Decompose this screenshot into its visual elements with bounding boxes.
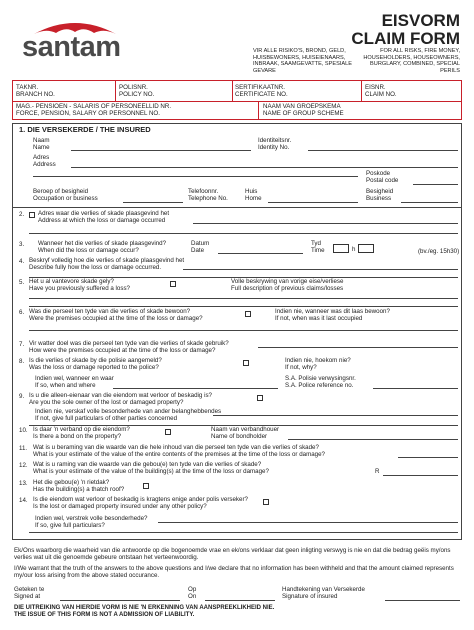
q8-sap-field[interactable] xyxy=(373,388,458,389)
personnel-no-label: MAG.- PENSIOEN - SALARIS OF PERSONEELLID NR. FORCE, PENSION, SALARY OR PERSONNEL NO. xyxy=(16,103,172,118)
q14-b-label: Indien wel, verstrek volle besonderhede? If so, give full particulars? xyxy=(35,515,148,530)
q12-currency: R xyxy=(375,468,380,475)
q8-when-field[interactable] xyxy=(113,388,278,389)
q3-number: 3. xyxy=(19,241,25,248)
declaration-en: I/We warrant that the truth of the answers to the above questions and I/we declare that no information has been withheld and that the amount claimed represents my/our loss arising from the above stated occurance. xyxy=(14,565,454,580)
claim-no-label: EISNR. CLAIM NO. xyxy=(365,84,397,99)
signed-at-field[interactable] xyxy=(60,600,180,601)
id-field[interactable] xyxy=(308,150,458,151)
logo-text: santam xyxy=(22,31,121,63)
q9-b-label: Indien nie, verskaf volle besonderhede van ander belanghebbendes If not, give full particulars of other parties concerned xyxy=(35,408,222,423)
branch-no-label: TAKNR. BRANCH NO. xyxy=(16,84,55,99)
q14-field-2[interactable] xyxy=(29,532,458,533)
signature-label: Handtekening van Versekerde Signature of insured xyxy=(282,586,365,601)
address-field[interactable] xyxy=(71,167,458,168)
q8-sap-label: S.A. Polisie verwysingsnr. S.A. Police reference no. xyxy=(285,375,356,390)
q14-checkbox[interactable] xyxy=(263,499,269,505)
id-label: Identiteitsnr. Identity No. xyxy=(258,137,292,152)
q3-time-label: Tyd Time xyxy=(311,240,325,255)
home-label: Huis Home xyxy=(245,188,262,203)
q3-label: Wanneer het die verlies of skade plaasgevind? When did the loss or damage occur? xyxy=(38,240,167,255)
signature-field[interactable] xyxy=(385,600,460,601)
q10-checkbox[interactable] xyxy=(165,429,171,435)
q13-checkbox[interactable] xyxy=(143,483,149,489)
q14-label: Is die eiendom wat verloor of beskadig is kragtens enige ander polis verseker? Is the lost or damaged property insured under any other policy? xyxy=(33,496,248,511)
q11-field[interactable] xyxy=(398,457,458,458)
top-table xyxy=(12,80,462,120)
occupation-label: Beroep of besigheid Occupation or business xyxy=(33,188,98,203)
q3-time-minutes[interactable] xyxy=(358,244,374,253)
q9-number: 9. xyxy=(19,393,25,400)
q6-right-label: Indien nie, wanneer was dit laas bewoon? If not, when was it last occupied xyxy=(275,308,390,323)
q5-label: Het u al vantevore skade gely? Have you previously suffered a loss? xyxy=(29,278,131,293)
q11-label: Wat is u beraming van die waarde van die hele inhoud van die perseel ten tyde van die verlies of skade? What is your estimate of the value of the entire contents of the premises at the time of the loss or damage? xyxy=(33,444,325,459)
address-label: Adres Address xyxy=(33,154,56,169)
q8-when-label: Indien wel, wanneer en waar If so, when and where xyxy=(35,375,114,390)
q10-field[interactable] xyxy=(288,439,458,440)
q2-field[interactable] xyxy=(193,223,458,224)
policy-no-label: POLISNR. POLICY NO. xyxy=(119,84,155,99)
santam-logo xyxy=(20,14,130,64)
q11-number: 11. xyxy=(19,445,28,452)
policy-no-field[interactable] xyxy=(170,88,230,99)
title-af: EISVORM xyxy=(381,11,460,30)
vir-text: VIR ALLE RISIKO'S, BROND, GELD, HUISBEWONERS, HUISEIENAARS, INBRAAK, SAAMGEVATTE, SPESIALE GEVARE xyxy=(253,48,352,74)
certificate-no-label: SERTIFIKAATNR. CERTIFICATE NO. xyxy=(235,84,288,99)
q7-field[interactable] xyxy=(258,347,458,348)
telephone-label: Telefoonnr. Telephone No. xyxy=(188,188,228,203)
business-label: Besigheid Business xyxy=(366,188,394,203)
q3-date-label: Datum Date xyxy=(191,240,210,255)
q6-label: Was die perseel ten tyde van die verlies of skade bewoon? Were the premises occupied at the time of the loss or damage? xyxy=(29,308,203,323)
questions-section xyxy=(12,208,462,540)
q9-label: Is u die alleen-eienaar van die eiendom wat verloor of beskadig is? Are you the sole owner of the lost or damaged property? xyxy=(29,392,212,407)
q3-time-hours[interactable] xyxy=(333,244,349,253)
declaration-af: Ek/Ons waarborg die waarheid van die antwoorde op die bogenoemde vrae en ek/ons verklaar dat geen inligting verswyg is nie en dat die bedrag geëis my/ons verlies wat uit die genoemde gebeure ontstaan het verteenwoordig. xyxy=(14,547,451,562)
q13-label: Het die gebou(e) 'n rietdak? Has the building(s) a thatch roof? xyxy=(33,479,125,494)
q5-number: 5. xyxy=(19,279,25,286)
q9-field[interactable] xyxy=(213,415,458,416)
name-label: Naam Name xyxy=(33,137,50,152)
q5-field[interactable] xyxy=(29,298,458,299)
liability-notice-en: THE ISSUE OF THIS FORM IS NOT A ADMISSION OF LIABILITY. xyxy=(14,612,195,618)
q5-checkbox[interactable] xyxy=(170,281,176,287)
q5-right-label: Volle beskrywing van vorige eise/verliese Full description of previous claims/losses xyxy=(231,278,344,293)
q9-checkbox[interactable] xyxy=(257,395,263,401)
q12-field[interactable] xyxy=(383,475,458,476)
name-field[interactable] xyxy=(71,150,251,151)
q4-field[interactable] xyxy=(183,269,458,270)
q8-number: 8. xyxy=(19,358,25,365)
home-phone-field[interactable] xyxy=(268,202,358,203)
q2-label: Adres waar die verlies of skade plaasgevind het Address at which the loss or damage occurred xyxy=(38,210,170,225)
on-label: Op On xyxy=(188,586,197,601)
section-1-title: 1. DIE VERSEKERDE / THE INSURED xyxy=(19,125,151,134)
q2-checkbox[interactable] xyxy=(29,212,35,218)
claim-no-field[interactable] xyxy=(400,88,460,99)
q3-h: h xyxy=(352,246,356,253)
business-phone-field[interactable] xyxy=(401,202,458,203)
q2-number: 2. xyxy=(19,211,25,218)
q8-checkbox[interactable] xyxy=(243,360,249,366)
address-field-2[interactable] xyxy=(33,176,358,177)
postal-code-label: Poskode Postal code xyxy=(366,170,399,185)
q6-checkbox[interactable] xyxy=(245,311,251,317)
q8-right-label: Indien nie, hoekom nie? If not, why? xyxy=(285,357,351,372)
q12-number: 12. xyxy=(19,462,28,469)
liability-notice-af: DIE UITREIKING VAN HIERDIE VORM IS NIE 'N ERKENNING VAN AANSPREEKLIKHEID NIE. xyxy=(14,605,275,611)
q10-label: Is daar 'n verband op die eiendom? Is there a bond on the property? xyxy=(33,426,130,441)
occupation-field[interactable] xyxy=(123,202,183,203)
q3-date-field[interactable] xyxy=(218,253,303,254)
q10-right-label: Naam van verbandhouer Name of bondholder xyxy=(211,426,280,441)
q7-label: Vir watter doel was die perseel ten tyde van die verlies of skade gebruik? How were the premises occupied at the time of the loss or damage? xyxy=(29,340,229,355)
q4-label: Beskryf volledig hoe die verlies of skade plaasgevind het Describe fully how the loss or damage occurred. xyxy=(29,257,185,272)
q2-field-2[interactable] xyxy=(29,233,458,234)
on-field[interactable] xyxy=(205,600,275,601)
q8-label: Is die verlies of skade by die polisie aangemeld? Was the loss or damage reported to the police? xyxy=(29,357,162,372)
signed-at-label: Geteken te Signed at xyxy=(14,586,45,601)
section-insured xyxy=(12,123,462,208)
q7-number: 7. xyxy=(19,341,25,348)
q3-example: (bv./eg. 15h30) xyxy=(418,248,460,255)
q6-number: 6. xyxy=(19,309,25,316)
title-en: CLAIM FORM xyxy=(351,29,460,48)
for-text: FOR ALL RISKS, FIRE MONEY, HOUSEHOLDERS, HOUSEOWNERS, BURGLARY, COMBINED, SPECIAL PERILS xyxy=(363,48,460,74)
q14-number: 14. xyxy=(19,497,28,504)
branch-no-field[interactable] xyxy=(60,88,110,99)
q14-field[interactable] xyxy=(158,522,458,523)
q13-number: 13. xyxy=(19,480,28,487)
q12-label: Wat is u raming van die waarde van die gebou(e) ten tyde van die verlies of skade? What is your estimate of the value of the building(s) at the time of the loss or damage? xyxy=(33,461,269,476)
group-scheme-label: NAAM VAN GROEPSKEMA NAME OF GROUP SCHEME xyxy=(263,103,344,118)
q6-field[interactable] xyxy=(29,330,458,331)
q5-field-2[interactable] xyxy=(29,306,458,307)
certificate-no-field[interactable] xyxy=(300,88,360,99)
q10-number: 10. xyxy=(19,427,28,434)
postal-code-field[interactable] xyxy=(413,184,458,185)
q4-number: 4. xyxy=(19,258,25,265)
